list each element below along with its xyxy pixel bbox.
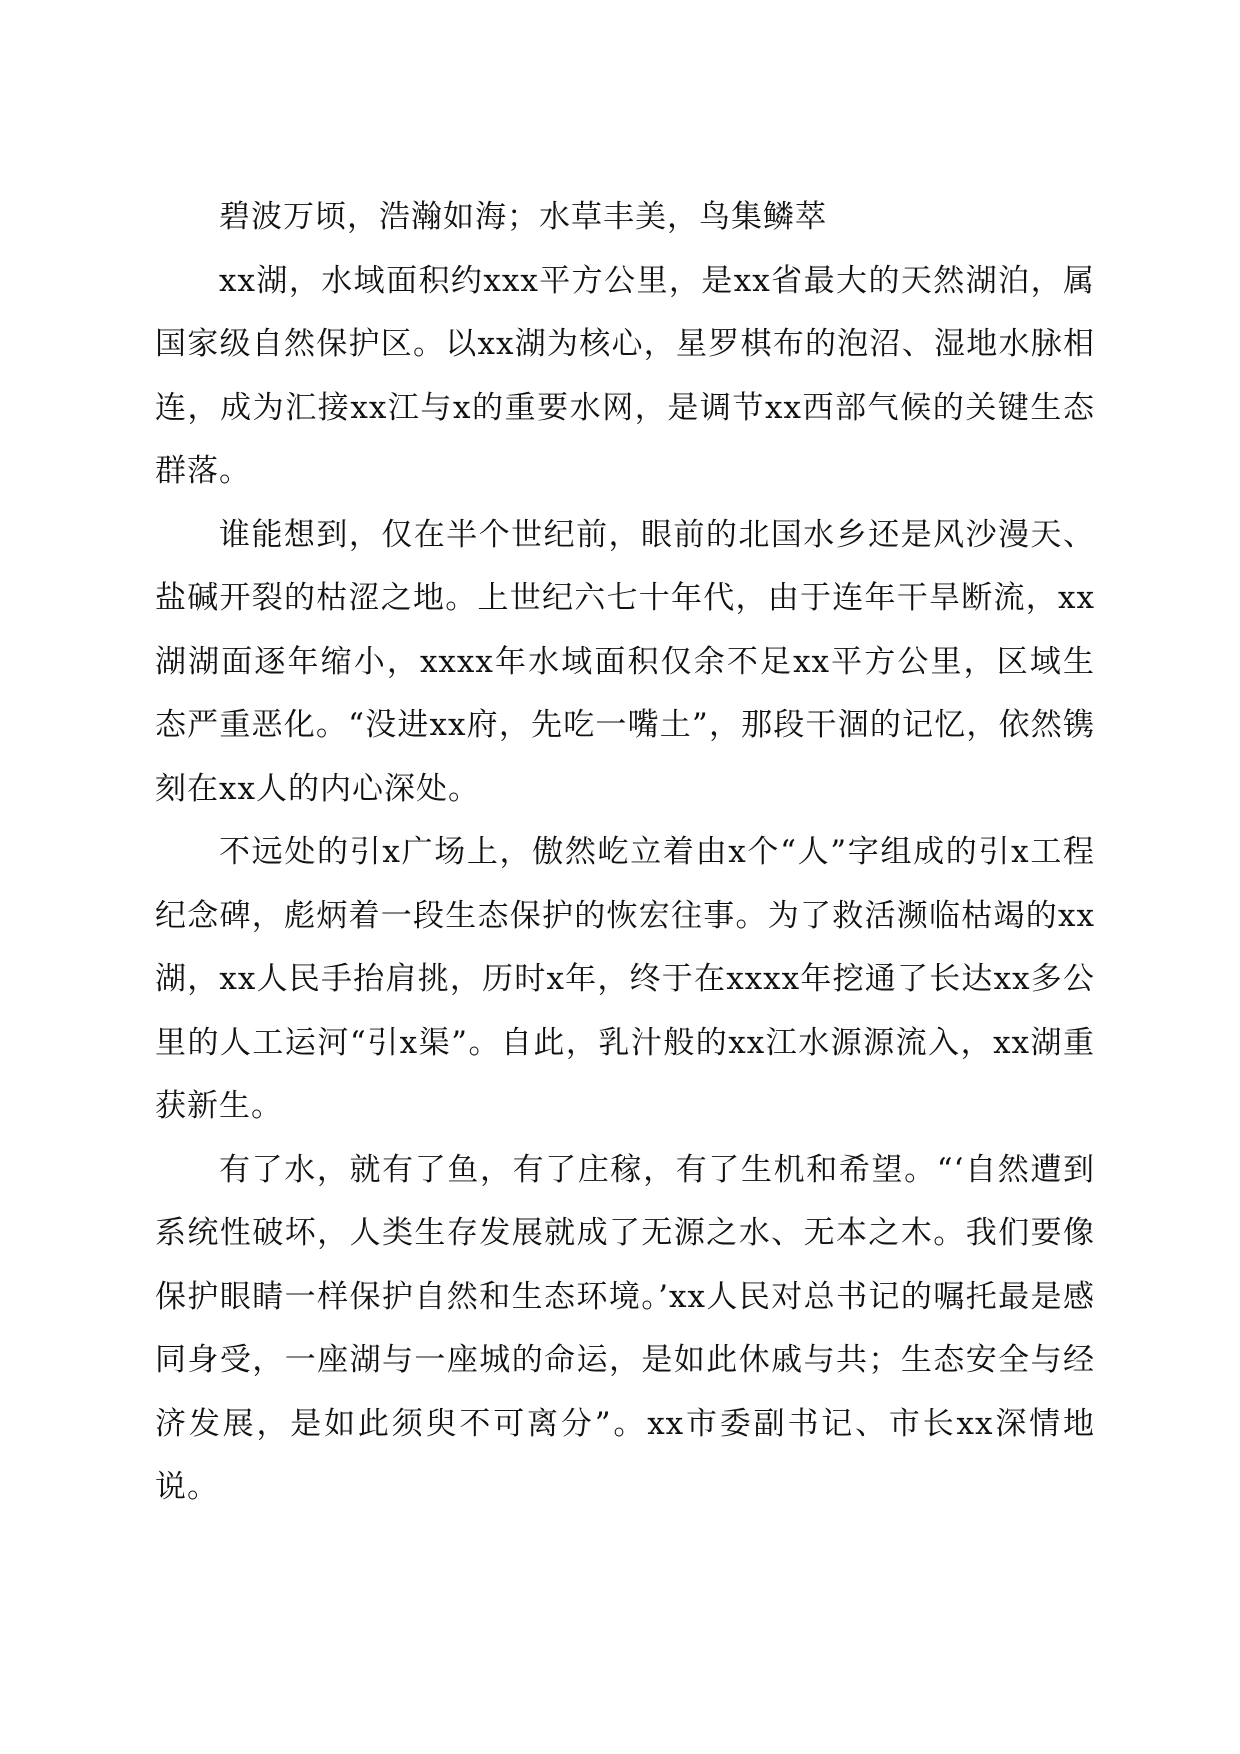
paragraph-canal-project: 不远处的引x广场上，傲然屹立着由x个“人”字组成的引x工程纪念碑，彪炳着一段生态保护的恢宏往事。为了救活濒临枯竭的xx湖，xx人民手抬肩挑，历时x年，终于在xxxx年挖通了长达xx多公里的人工运河“引x渠”。自此，乳汁般的xx江水源源流入，xx湖重获新生。 — [155, 834, 1095, 1124]
paragraph-lake-overview: xx湖，水域面积约xxx平方公里，是xx省最大的天然湖泊，属国家级自然保护区。以xx湖为核心，星罗棋布的泡沼、湿地水脉相连，成为汇接xx江与x的重要水网，是调节xx西部气候的关键生态群落。 — [155, 262, 1095, 489]
paragraph-subtitle: 碧波万顷，浩瀚如海；水草丰美，鸟集鳞萃 — [219, 199, 827, 235]
document-body — [155, 186, 1095, 1520]
paragraph-history: 谁能想到，仅在半个世纪前，眼前的北国水乡还是风沙漫天、盐碱开裂的枯涩之地。上世纪六七十年代，由于连年干旱断流，xx湖湖面逐年缩小，xxxx年水域面积仅余不足xx平方公里，区域生态严重恶化。“没进xx府，先吃一嘴土”，那段干涸的记忆，依然镌刻在xx人的内心深处。 — [155, 516, 1095, 807]
paragraph-quote: 有了水，就有了鱼，有了庄稼，有了生机和希望。“‘自然遭到系统性破坏，人类生存发展就成了无源之水、无本之木。我们要像保护眼睛一样保护自然和生态环境。’xx人民对总书记的嘱托最是感同身受，一座湖与一座城的命运，是如此休戚与共；生态安全与经济发展，是如此须臾不可离分”。xx市委副书记、市长xx深情地说。 — [155, 1151, 1095, 1505]
